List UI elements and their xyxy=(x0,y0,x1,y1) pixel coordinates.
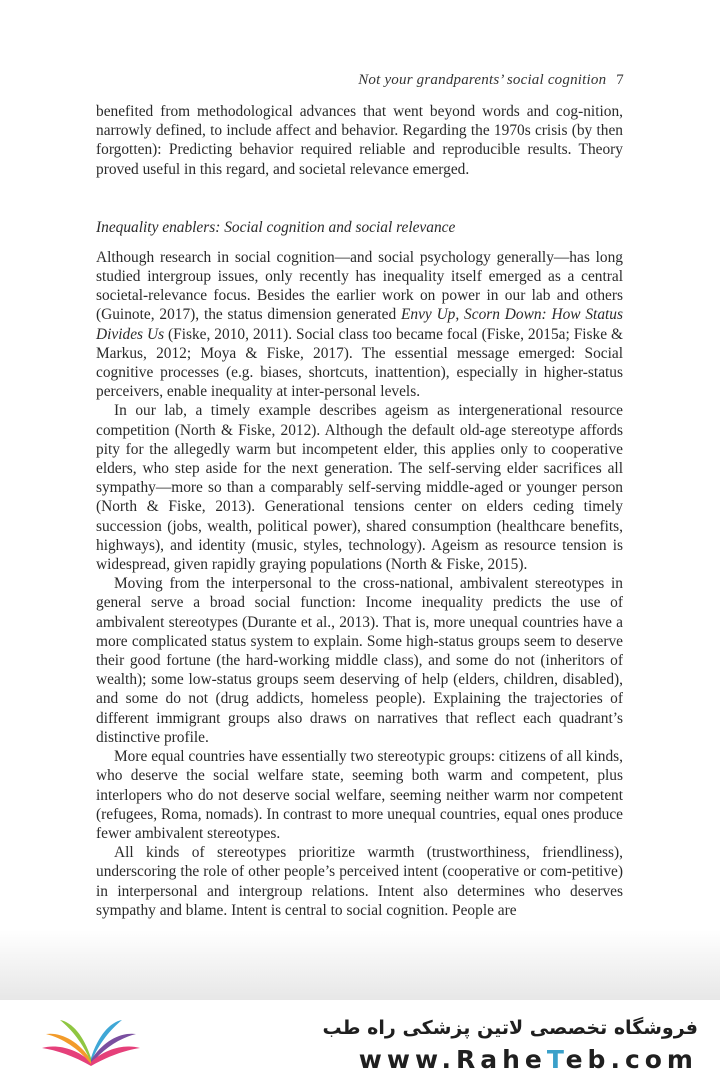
page-number: 7 xyxy=(616,72,624,88)
store-name: فروشگاه تخصصی لاتین پزشکی راه طب xyxy=(322,1017,698,1039)
paragraph: More equal countries have essentially two stereotypic groups: citizens of all kinds, who deserve the social welfare state, seeming both warm and competent, plus interlopers who do not deserve social welfare, seeming neither warm nor competent (refugees, Roma, nomads). In contrast to more unequal countries, equal ones produce fewer ambivalent stereotypes. xyxy=(96,748,623,842)
book-logo-icon xyxy=(36,1010,146,1072)
paragraph: Although research in social cognition—and social psychology generally—has long studied intergroup issues, only recently has inequality itself emerged as a central societal-relevance focus. Besides the earlier work on power in our lab and others (Guinote, 2017), the status dimension generated Envy Up, Scorn Down: How Status Divides Us (Fiske, 2010, 2011). Social class too became focal (Fiske, 2015a; Fiske & Markus, 2012; Moya & Fiske, 2017). The essential message emerged: Social cognitive processes (e.g. biases, shortcuts, inattention), especially in higher-status perceivers, enable inequality at inter-personal levels. xyxy=(96,248,623,401)
book-title: Envy Up, Scorn Down: How Status Divides Us xyxy=(96,306,623,343)
paragraph: Moving from the interpersonal to the cross-national, ambivalent stereotypes in general serve a broad social function: Income inequality predicts the use of ambivalent stereotypes (Durante et al., 2013). That is, more unequal countries have a more complicated status system to explain. Some high-status groups seem to deserve their good fortune (the hard-working middle class), and some do not (inheritors of wealth); some low-status groups seem deserving of help (elders, children, disabled), and some do not (drug addicts, homeless people). Explaining the trajectories of different immigrant groups also draws on narratives that reflect each quadrant’s distinctive profile. xyxy=(96,575,623,746)
paragraph: All kinds of stereotypes prioritize warmth (trustworthiness, friendliness), underscoring the role of other people’s perceived intent (cooperative or com-petitive) in interpersonal and intergroup relations. Intent also determines who deserves sympathy and blame. Intent is central to social cognition. People are xyxy=(96,844,623,919)
body-text xyxy=(96,102,623,920)
paragraph: benefited from methodological advances that went beyond words and cog-nition, narrowly defined, to include affect and behavior. Regarding the 1970s crisis (by then forgotten): Predicting behavior required reliable and reproducible results. Theory proved useful in this regard, and societal relevance emerged. xyxy=(96,103,623,178)
store-url[interactable]: www.RaheTeb.com xyxy=(358,1045,698,1074)
section-heading: Inequality enablers: Social cognition and social relevance xyxy=(96,218,456,236)
running-head xyxy=(358,72,624,89)
running-head-title: Not your grandparents’ social cognition xyxy=(358,72,607,88)
page-shadow xyxy=(0,930,720,1002)
paragraph: In our lab, a timely example describes ageism as intergenerational resource competition (North & Fiske, 2012). Although the default old-age stereotype affords pity for the allegedly warm but incompetent elder, this applies only to cooperative elders, who step aside for the next generation. The self-serving elder sacrifices all sympathy—more so than a comparably self-serving middle-aged or younger person (North & Fiske, 2013). Generational tensions center on elders ceding timely succession (jobs, wealth, political power), shared consumption (healthcare benefits, highways), and identity (music, styles, technology). Ageism as resource tension is widespread, given rapidly graying populations (North & Fiske, 2015). xyxy=(96,402,623,574)
